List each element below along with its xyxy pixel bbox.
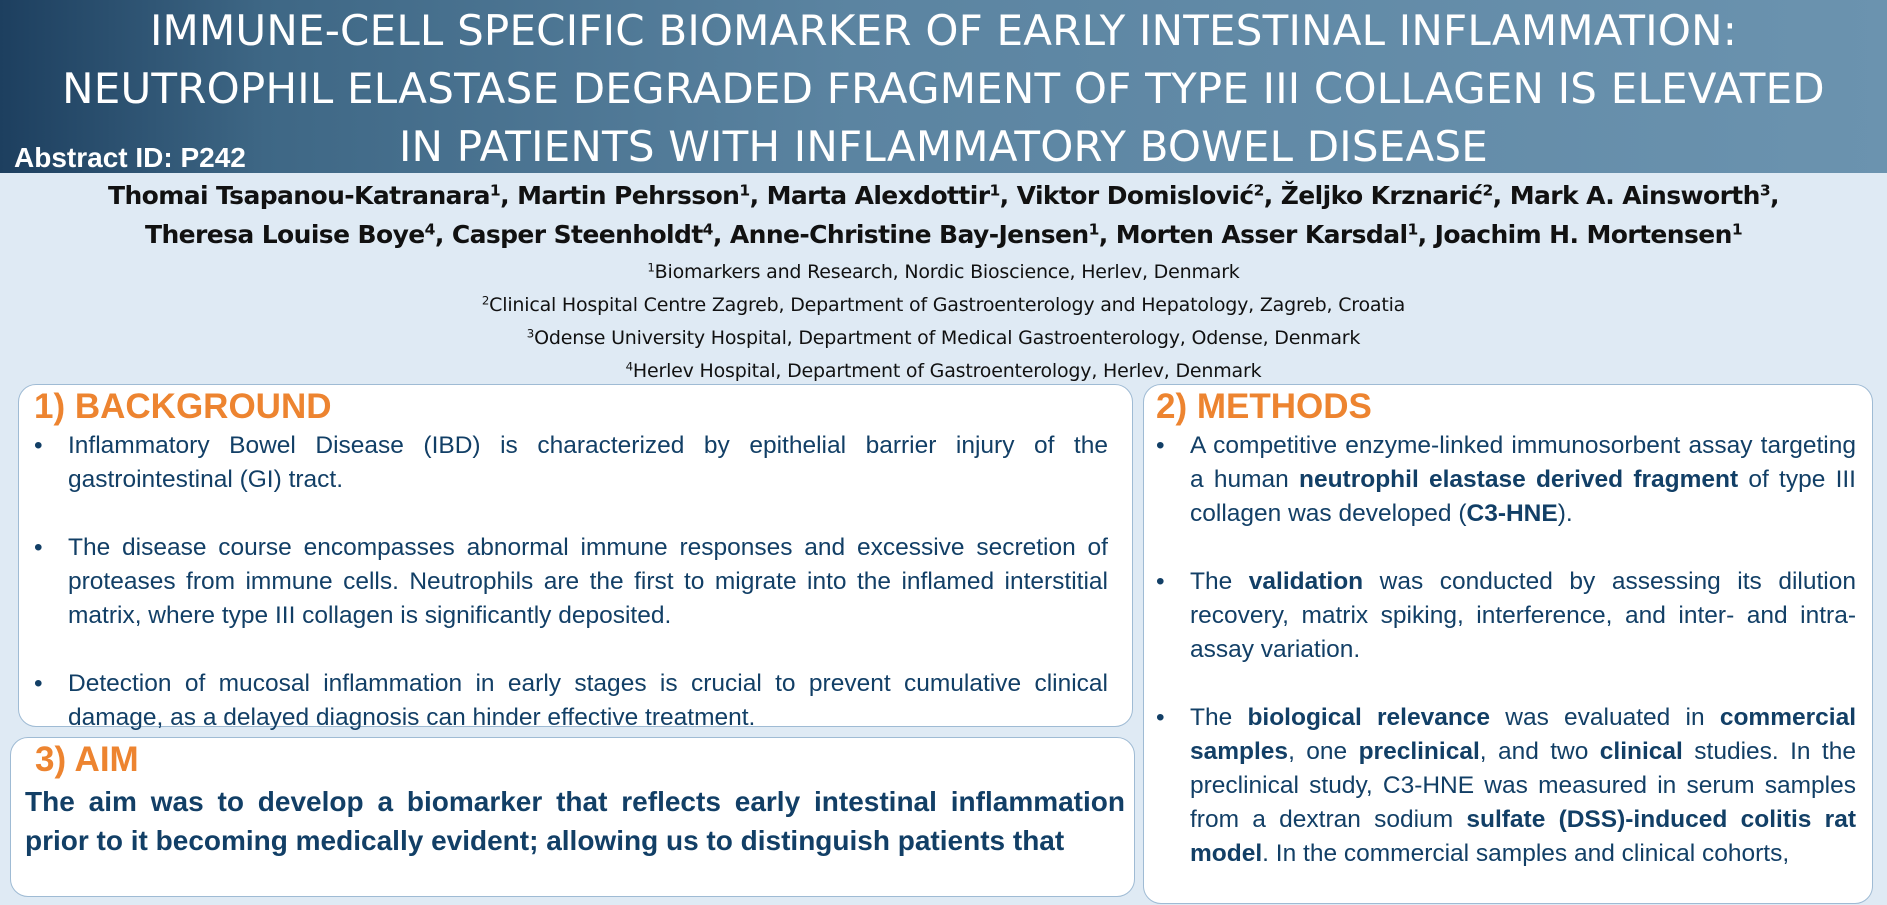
affiliation-list <box>0 256 1887 388</box>
title-line-1: IMMUNE-CELL SPECIFIC BIOMARKER OF EARLY INTESTINAL INFLAMMATION: <box>149 6 1738 55</box>
methods-panel <box>1143 384 1873 904</box>
background-heading: 1) BACKGROUND <box>34 387 332 426</box>
author-affiliation-number: 1 <box>1088 220 1099 239</box>
author-affiliation-number: 1 <box>1731 220 1742 239</box>
methods-bullet-1: • A competitive enzyme-linked immunosorbent assay targeting a human neutrophil elastase derived fragment of type III collagen was developed (C3-HNE). <box>1156 429 1856 531</box>
author-affiliation-number: 1 <box>739 181 750 200</box>
affiliation-number: 3 <box>526 326 535 341</box>
poster-title <box>0 0 1887 176</box>
author-affiliation-number: 1 <box>989 181 1000 200</box>
abstract-id: Abstract ID: P242 <box>14 142 246 173</box>
author-affiliation-number: 1 <box>489 181 501 200</box>
background-bullet-1: • Inflammatory Bowel Disease (IBD) is characterized by epithelial barrier injury of the gastrointestinal (GI) tract. <box>34 429 1108 497</box>
author-list <box>0 176 1887 254</box>
author-affiliation-number: 4 <box>702 220 713 239</box>
author-affiliation-number: 1 <box>1407 220 1418 239</box>
author-name: Martin Pehrsson <box>517 181 740 210</box>
bold-term: neutrophil elastase derived fragment <box>1299 466 1739 493</box>
affiliation-1 <box>0 256 1887 289</box>
bold-term: validation <box>1248 568 1364 595</box>
bold-term: C3-HNE <box>1466 500 1558 527</box>
author-name: Željko Krznarić <box>1280 181 1483 210</box>
author-name: Mark A. Ainsworth <box>1509 181 1760 210</box>
affiliation-number: 1 <box>647 260 655 275</box>
author-line-2: Theresa Louise Boye$^4$, Casper Steenholdt$^4$, Anne-Christine Bay-Jensen$^1$, Morten Asser Karsdal$^1$, Joachim H. Mortensen$^1$ <box>144 220 1742 249</box>
affiliation-3 <box>0 322 1887 355</box>
title-line-3: IN PATIENTS WITH INFLAMMATORY BOWEL DISEASE <box>398 122 1489 171</box>
bold-term: clinical <box>1599 738 1683 765</box>
affiliation-number: 4 <box>625 359 633 374</box>
background-bullet-3: • Detection of mucosal inflammation in early stages is crucial to prevent cumulative clinical damage, as a delayed diagnosis can hinder effective treatment. <box>34 667 1108 735</box>
aim-text: The aim was to develop a biomarker that reflects early intestinal inflammation prior to it becoming medically evident; allowing us to distinguish patients that <box>25 786 1125 856</box>
author-affiliation-number: 2 <box>1253 181 1264 200</box>
author-line-1: Thomai Tsapanou-Katranara$^1$, Martin Pehrsson$^1$, Marta Alexdottir$^1$, Viktor Domislović$^2$, Željko Krznarić$^2$, Mark A. Ainsworth$^3$, <box>108 181 1779 210</box>
author-affiliation-number: 2 <box>1482 181 1493 200</box>
background-bullet-2: • The disease course encompasses abnormal immune responses and excessive secretion of proteases from immune cells. Neutrophils are the first to migrate into the inflamed interstitial matrix, where type III collagen is significantly deposited. <box>34 531 1108 633</box>
background-bullets <box>34 429 1108 769</box>
title-line-2: NEUTROPHIL ELASTASE DEGRADED FRAGMENT OF TYPE III COLLAGEN IS ELEVATED <box>62 64 1825 113</box>
author-name: Morten Asser Karsdal <box>1115 220 1408 249</box>
affiliation-text: Herlev Hospital, Department of Gastroenterology, Herlev, Denmark <box>632 360 1262 382</box>
methods-bullet-2: • The validation was conducted by assessing its dilution recovery, matrix spiking, interference, and inter- and intra-assay variation. <box>1156 565 1856 667</box>
author-name: Viktor Domislović <box>1016 181 1254 210</box>
background-panel <box>18 384 1133 731</box>
aim-panel <box>10 737 1135 897</box>
affiliation-2 <box>0 289 1887 322</box>
bold-term: commercial samples <box>1190 704 1856 765</box>
affiliation-text: Biomarkers and Research, Nordic Bioscience, Herlev, Denmark <box>654 261 1240 283</box>
author-name: Thomai Tsapanou-Katranara <box>108 181 490 210</box>
author-name: Theresa Louise Boye <box>144 220 425 249</box>
author-affiliation-number: 3 <box>1759 181 1771 200</box>
aim-heading: 3) AIM <box>35 740 139 779</box>
author-name: Marta Alexdottir <box>766 181 990 210</box>
methods-heading: 2) METHODS <box>1156 387 1372 426</box>
author-affiliation-number: 4 <box>424 220 435 239</box>
affiliation-number: 2 <box>481 293 490 308</box>
title-banner <box>0 0 1887 173</box>
bold-term: biological relevance <box>1247 704 1491 731</box>
affiliation-text: Odense University Hospital, Department of Medical Gastroenterology, Odense, Denmark <box>534 327 1361 349</box>
methods-bullet-3: • The biological relevance was evaluated in commercial samples, one preclinical, and two clinical studies. In the preclinical study, C3-HNE was measured in serum samples from a dextran sodium sulfate (DSS)-induced colitis rat model. In the commercial samples and clinical cohorts, <box>1156 701 1856 871</box>
author-name: Anne-Christine Bay-Jensen <box>729 220 1089 249</box>
bold-term: sulfate (DSS)-induced colitis rat model <box>1190 806 1856 867</box>
bold-term: preclinical <box>1358 738 1480 765</box>
author-name: Joachim H. Mortensen <box>1434 220 1732 249</box>
author-name: Casper Steenholdt <box>451 220 703 249</box>
affiliation-text: Clinical Hospital Centre Zagreb, Department of Gastroenterology and Hepatology, Zagreb, Croatia <box>489 294 1406 316</box>
methods-bullets <box>1156 429 1856 905</box>
